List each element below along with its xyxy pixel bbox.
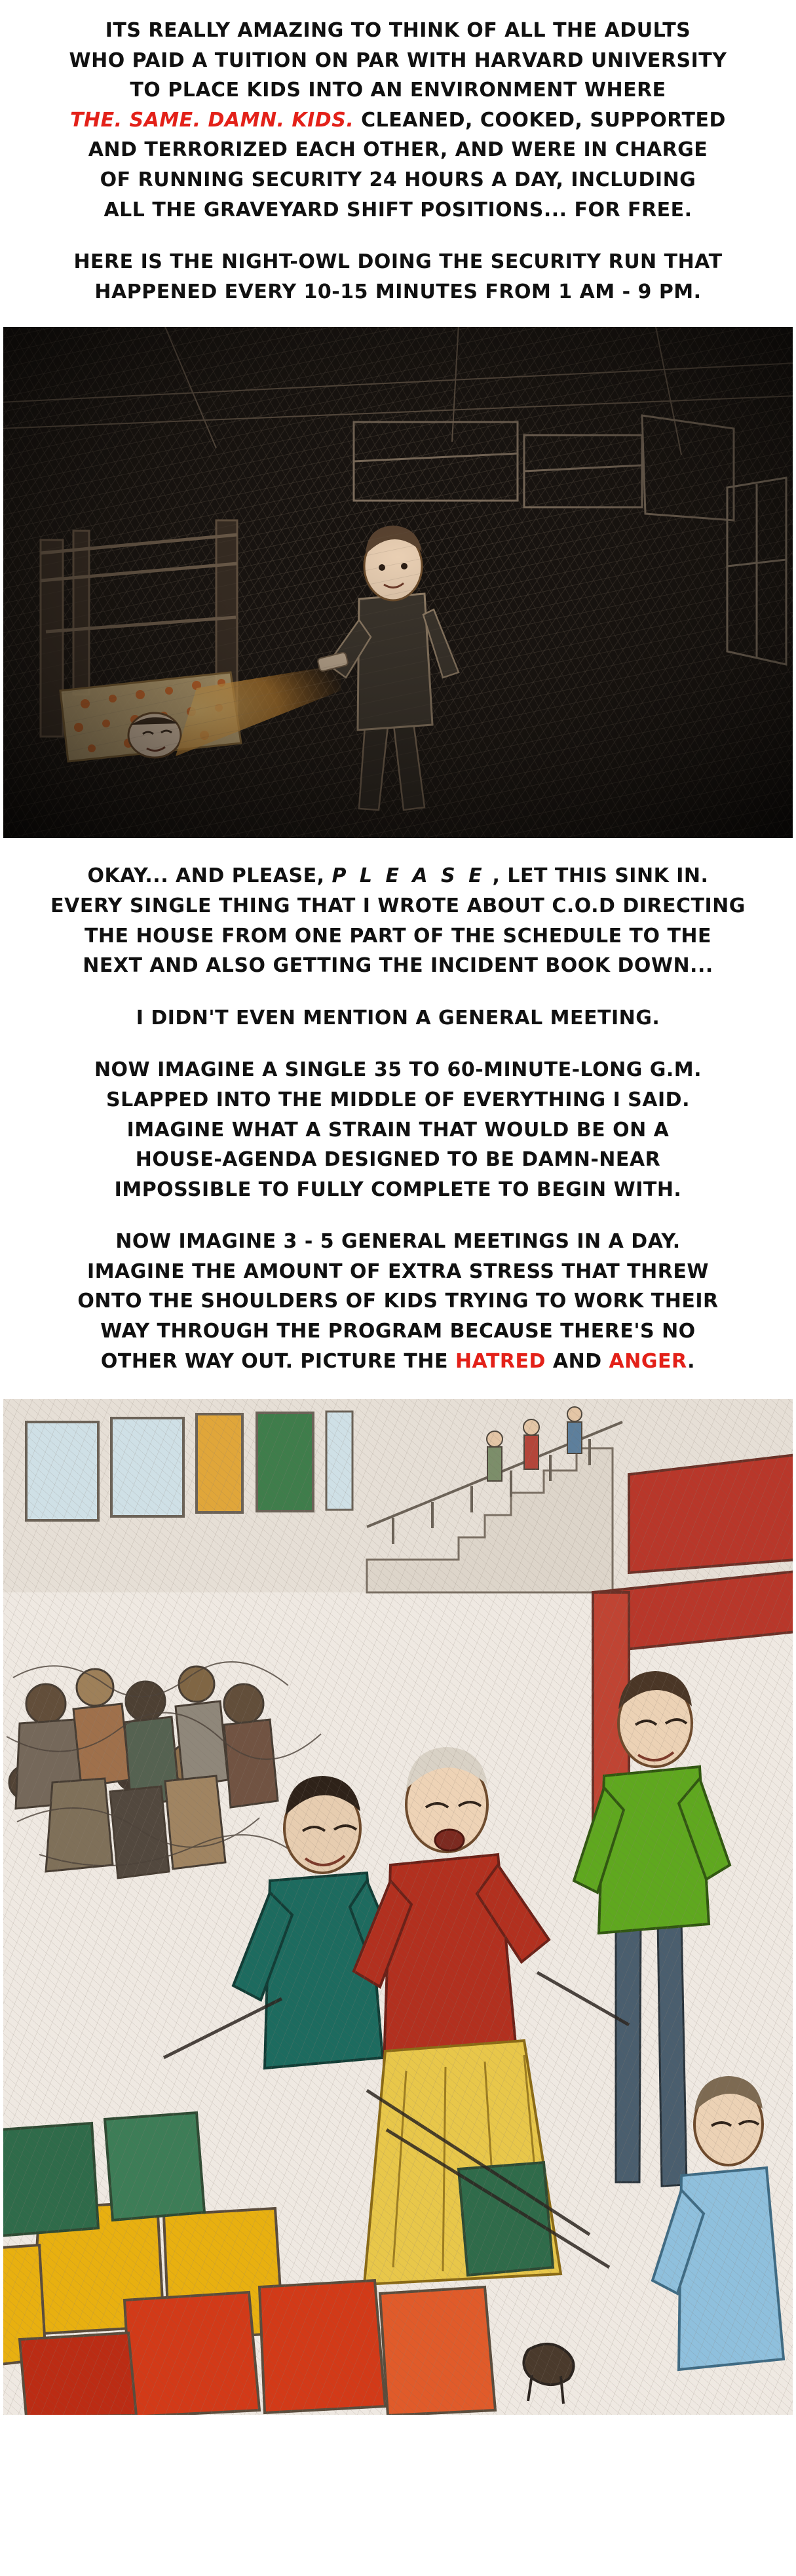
general-meeting-drawing — [0, 1396, 796, 2418]
emphasis-anger: ANGER — [609, 1349, 688, 1373]
mid-line-9: HOUSE-AGENDA DESIGNED TO BE DAMN-NEAR — [135, 1148, 661, 1172]
mid-line-15-c: . — [687, 1349, 696, 1373]
top-line-3: TO PLACE KIDS INTO AN ENVIRONMENT WHERE — [130, 79, 666, 102]
top-line-8: HERE IS THE NIGHT-OWL DOING THE SECURITY RUN THAT — [73, 250, 723, 274]
paragraph-spacer-3 — [46, 1033, 750, 1055]
top-line-4 — [39, 106, 757, 136]
mid-line-14: WAY THROUGH THE PROGRAM BECAUSE THERE'S NO — [100, 1320, 696, 1343]
emphasis-same-damn-kids: THE. SAME. DAMN. KIDS. — [70, 108, 354, 132]
mid-line-4: NEXT AND ALSO GETTING THE INCIDENT BOOK DOWN... — [83, 954, 713, 978]
mid-line-10: IMPOSSIBLE TO FULLY COMPLETE TO BEGIN WITH. — [114, 1178, 682, 1201]
mid-line-1-b: , LET THIS SINK IN. — [485, 864, 709, 888]
mid-line-8: IMAGINE WHAT A STRAIN THAT WOULD BE ON A — [126, 1118, 670, 1142]
mid-line-1-a: OKAY... AND PLEASE, — [87, 864, 332, 888]
emphasis-hatred: HATRED — [455, 1349, 546, 1373]
top-line-1: ITS REALLY AMAZING TO THINK OF ALL THE ADULTS — [105, 19, 691, 42]
top-line-9: HAPPENED EVERY 10-15 MINUTES FROM 1 AM - 9 PM. — [94, 280, 702, 303]
top-text-block — [0, 0, 796, 324]
top-line-2: WHO PAID A TUITION ON PAR WITH HARVARD UNIVERSITY — [69, 48, 727, 72]
mid-line-2: EVERY SINGLE THING THAT I WROTE ABOUT C.O.D DIRECTING — [50, 894, 746, 917]
emphasis-please: P L E A S E — [332, 864, 485, 888]
mid-line-7: SLAPPED INTO THE MIDDLE OF EVERYTHING I SAID. — [106, 1088, 690, 1111]
top-line-5: AND TERRORIZED EACH OTHER, AND WERE IN CHARGE — [88, 138, 708, 162]
illustration-general-meeting-chaos — [0, 1396, 796, 2418]
mid-line-1 — [46, 861, 750, 891]
paragraph-spacer-4 — [46, 1204, 750, 1227]
top-line-4-rest: CLEANED, COOKED, SUPPORTED — [354, 108, 726, 132]
paragraph-spacer-2 — [46, 981, 750, 1003]
illustration-night-owl-security-run — [0, 324, 796, 841]
paragraph-spacer — [39, 225, 757, 247]
mid-line-12: IMAGINE THE AMOUNT OF EXTRA STRESS THAT THREW — [87, 1259, 709, 1283]
mid-line-6: NOW IMAGINE A SINGLE 35 TO 60-MINUTE-LONG G.M. — [94, 1058, 702, 1082]
mid-line-15-a: OTHER WAY OUT. PICTURE THE — [100, 1349, 455, 1373]
mid-line-11: NOW IMAGINE 3 - 5 GENERAL MEETINGS IN A DAY. — [115, 1230, 681, 1254]
mid-line-5: I DIDN'T EVEN MENTION A GENERAL MEETING. — [136, 1006, 660, 1029]
mid-line-13: ONTO THE SHOULDERS OF KIDS TRYING TO WORK THEIR — [77, 1290, 719, 1313]
mid-line-3: THE HOUSE FROM ONE PART OF THE SCHEDULE TO THE — [84, 924, 712, 948]
mid-line-15-b: AND — [545, 1349, 609, 1373]
top-line-6: OF RUNNING SECURITY 24 HOURS A DAY, INCLUDING — [100, 168, 696, 191]
middle-text-block — [0, 841, 796, 1396]
mid-line-15 — [46, 1347, 750, 1377]
top-line-7: ALL THE GRAVEYARD SHIFT POSITIONS... FOR FREE. — [104, 198, 692, 221]
night-owl-drawing — [0, 324, 796, 841]
